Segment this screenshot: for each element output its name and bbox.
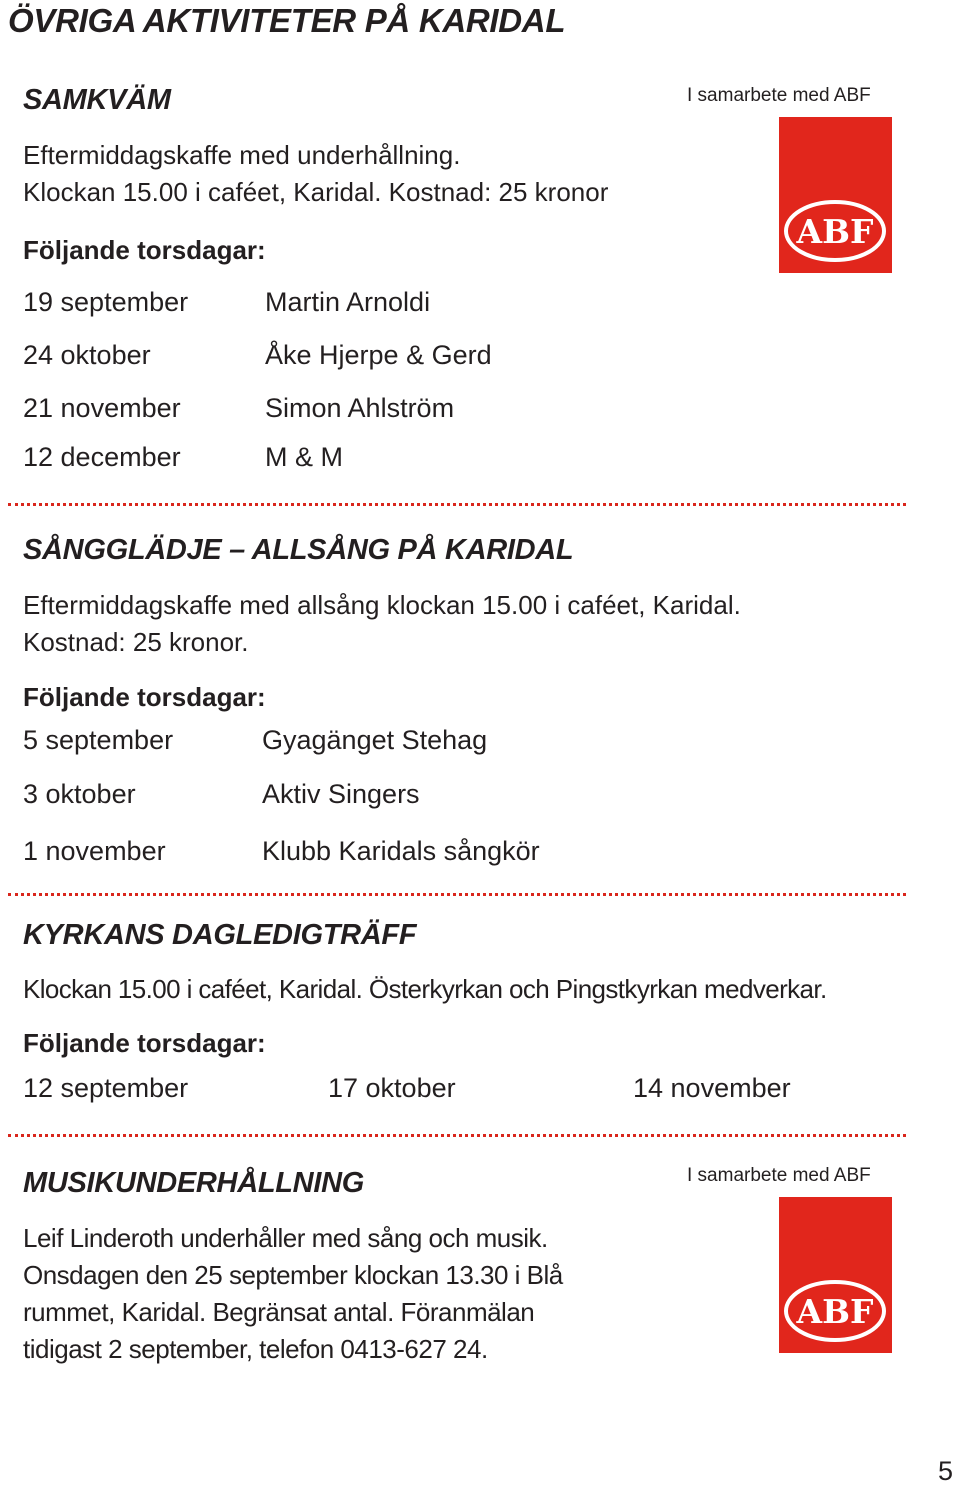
page-number: 5 [938, 1456, 954, 1486]
samkvam-row-name: M & M [265, 442, 343, 472]
samkvam-following: Följande torsdagar: [23, 235, 266, 265]
kyrkans-date: 17 oktober [328, 1073, 456, 1103]
kyrkans-date: 12 september [23, 1073, 189, 1103]
samkvam-row-name: Simon Ahlström [265, 393, 455, 423]
sangladje-row-name: Gyagänget Stehag [262, 725, 488, 755]
samkvam-row-date: 19 september [23, 287, 189, 317]
samkvam-row-date: 21 november [23, 393, 181, 423]
sangladje-row-name: Aktiv Singers [262, 779, 420, 809]
kyrkans-title: KYRKANS DAGLEDIGTRÄFF [23, 919, 417, 951]
abf-logo-text: ABF [796, 1292, 874, 1331]
section-divider [8, 1134, 906, 1137]
sangladje-row-name: Klubb Karidals sångkör [262, 836, 540, 866]
samkvam-title: SAMKVÄM [23, 84, 171, 116]
abf-logo [779, 1197, 892, 1353]
sangladje-row-date: 3 oktober [23, 779, 136, 809]
musik-line: Onsdagen den 25 september klockan 13.30 i Blå [23, 1260, 563, 1290]
page-title: ÖVRIGA AKTIVITETER PÅ KARIDAL [8, 2, 566, 39]
samkvam-row-date: 12 december [23, 442, 181, 472]
kyrkans-desc: Klockan 15.00 i caféet, Karidal. Österkyrkan och Pingstkyrkan medverkar. [23, 974, 827, 1004]
sangladje-row-date: 1 november [23, 836, 166, 866]
abf-logo [779, 117, 892, 273]
sangladje-row-date: 5 september [23, 725, 174, 755]
musik-line: tidigast 2 september, telefon 0413-627 24. [23, 1334, 488, 1364]
musik-line: Leif Linderoth underhåller med sång och musik. [23, 1223, 548, 1253]
section-divider [8, 893, 906, 896]
musik-credit: I samarbete med ABF [687, 1165, 871, 1186]
samkvam-desc-line1: Eftermiddagskaffe med underhållning. [23, 140, 461, 170]
musik-line: rummet, Karidal. Begränsat antal. Föranmälan [23, 1297, 535, 1327]
sangladje-desc-line1: Eftermiddagskaffe med allsång klockan 15.00 i caféet, Karidal. [23, 590, 741, 620]
kyrkans-following: Följande torsdagar: [23, 1028, 266, 1058]
samkvam-row-name: Åke Hjerpe & Gerd [265, 340, 492, 370]
sangladje-following: Följande torsdagar: [23, 682, 266, 712]
samkvam-desc-line2: Klockan 15.00 i caféet, Karidal. Kostnad: 25 kronor [23, 177, 609, 207]
musik-title: MUSIKUNDERHÅLLNING [23, 1167, 364, 1199]
samkvam-row-name: Martin Arnoldi [265, 287, 431, 317]
samkvam-row-date: 24 oktober [23, 340, 151, 370]
samkvam-credit: I samarbete med ABF [687, 85, 871, 106]
kyrkans-date: 14 november [633, 1073, 791, 1103]
abf-logo-text: ABF [796, 212, 874, 251]
sangladje-title: SÅNGGLÄDJE – ALLSÅNG PÅ KARIDAL [23, 534, 574, 566]
sangladje-desc-line2: Kostnad: 25 kronor. [23, 627, 249, 657]
section-divider [8, 503, 906, 506]
